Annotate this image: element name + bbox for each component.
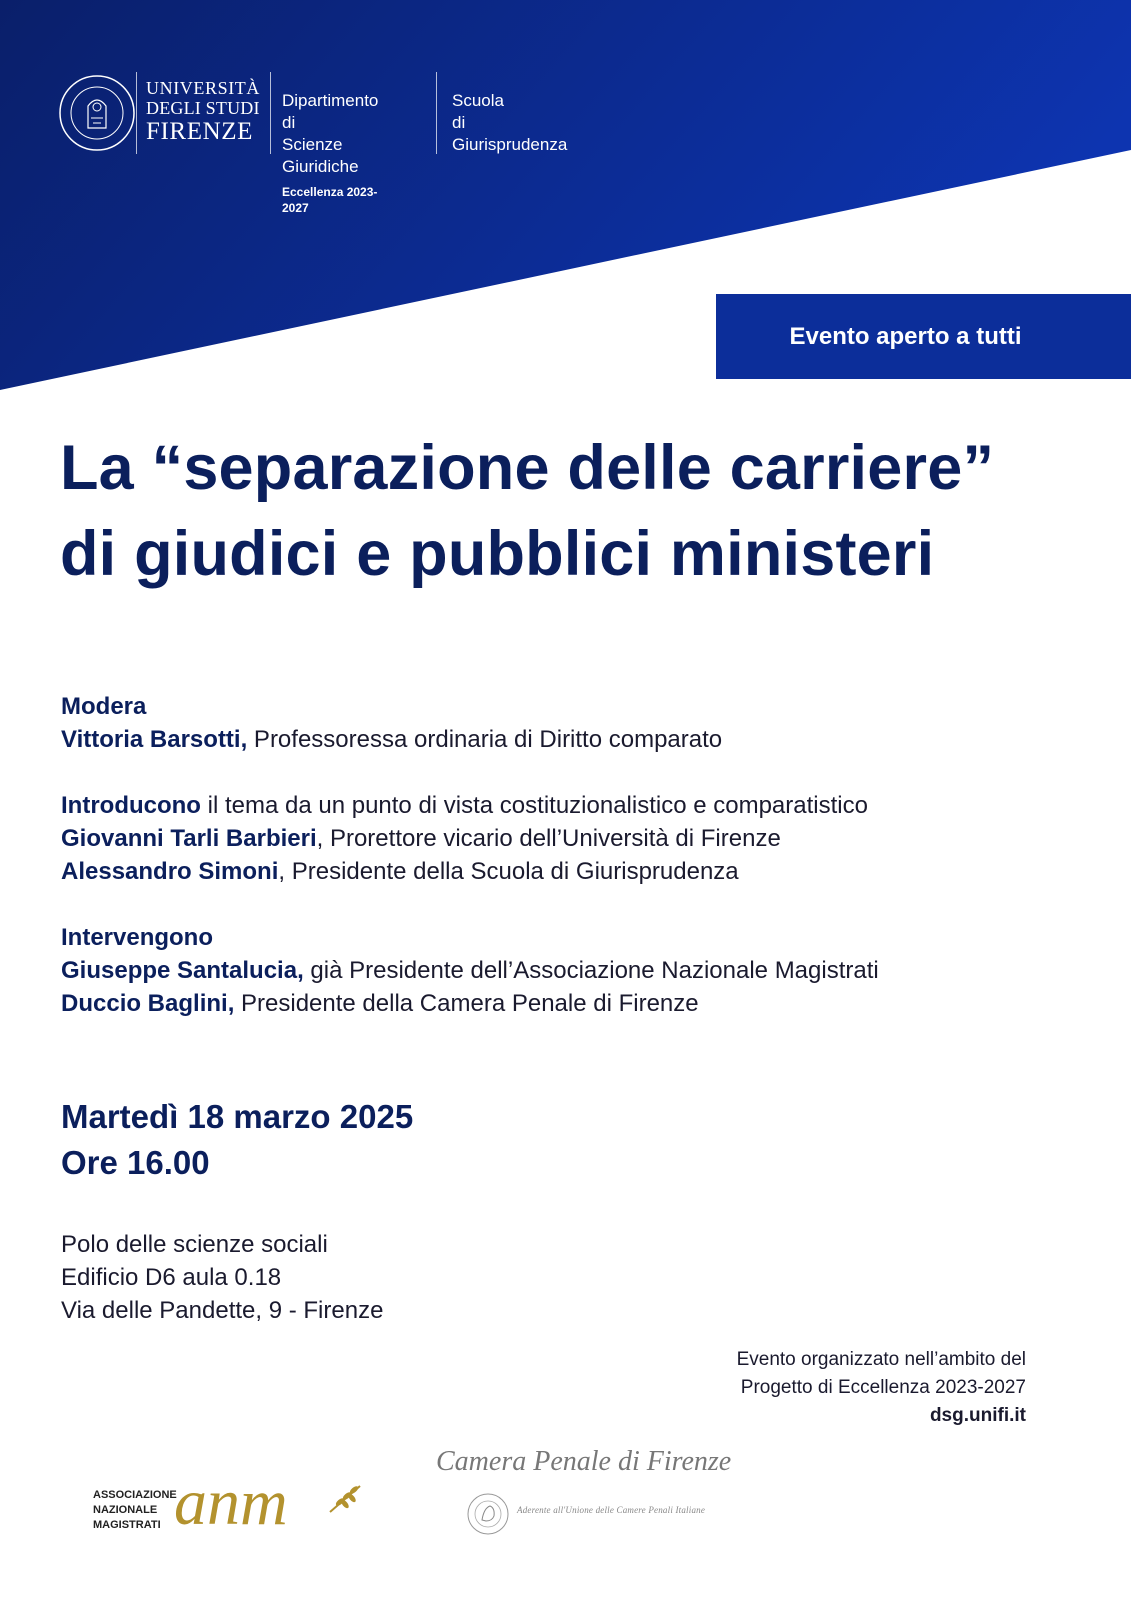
university-name: UNIVERSITÀ DEGLI STUDI FIRENZE [146, 78, 260, 145]
speaker-line [61, 987, 1061, 1020]
camera-penale-seal-icon [466, 1492, 510, 1536]
event-title: La “separazione delle carriere” di giudici e pubblici ministeri [60, 433, 995, 589]
camera-penale-name: Camera Penale di Firenze [436, 1446, 732, 1477]
introduction-group [61, 789, 1061, 888]
project-note: Evento organizzato nell’ambito del Progetto di Eccellenza 2023-2027 dsg.unifi.it [737, 1346, 1026, 1430]
logo-divider [436, 72, 437, 154]
speaker-role: , Prorettore vicario dell’Università di Firenze [316, 825, 781, 852]
event-time: Ore 16.00 [61, 1144, 210, 1181]
speaker-line [61, 723, 1061, 756]
logo-divider [136, 72, 137, 154]
speaker-name: Vittoria Barsotti, [61, 726, 248, 753]
school-name: Scuola di Giurisprudenza [452, 91, 568, 154]
introduction-topic: il tema da un punto di vista costituzionalistico e comparatistico [200, 792, 868, 819]
anm-logo: anm [174, 1466, 288, 1539]
speaker-name: Duccio Baglini, [61, 990, 235, 1017]
event-datetime [61, 1094, 413, 1186]
speaker-line [61, 855, 1061, 888]
speaker-name: Giovanni Tarli Barbieri [61, 825, 317, 852]
open-event-badge: Evento aperto a tutti [716, 294, 1131, 379]
speaker-role: già Presidente dell’Associazione Nazionale Magistrati [303, 957, 879, 984]
interventions-group [61, 921, 1061, 1020]
speakers-section [61, 690, 1061, 1053]
event-date: Martedì 18 marzo 2025 [61, 1098, 414, 1135]
project-url: dsg.unifi.it [929, 1405, 1026, 1426]
anm-association-name: ASSOCIAZIONE NAZIONALE MAGISTRATI [93, 1489, 177, 1531]
speaker-line [61, 954, 1061, 987]
introduction-label: Introducono [61, 792, 201, 819]
department-name: Dipartimento di Scienze Giuridiche Eccellenza 2023-2027 [282, 91, 379, 215]
event-location: Polo delle scienze sociali Edificio D6 aula 0.18 Via delle Pandette, 9 - Firenze [61, 1231, 384, 1324]
moderator-label: Modera [61, 693, 147, 720]
speaker-line [61, 822, 1061, 855]
excellence-label: Eccellenza 2023-2027 [282, 185, 378, 215]
speaker-name: Alessandro Simoni [61, 858, 279, 885]
interventions-label: Intervengono [61, 924, 214, 951]
speaker-role: Presidente della Camera Penale di Firenze [234, 990, 699, 1017]
speaker-role: Professoressa ordinaria di Diritto comparato [247, 726, 723, 753]
logo-divider [270, 72, 271, 154]
university-seal-icon [58, 74, 136, 152]
speaker-role: , Presidente della Scuola di Giurisprudenza [278, 858, 739, 885]
moderator-group [61, 690, 1061, 756]
speaker-name: Giuseppe Santalucia, [61, 957, 304, 984]
wheat-icon [326, 1482, 366, 1516]
camera-penale-subtitle: Aderente all'Unione delle Camere Penali Italiane [517, 1505, 706, 1515]
